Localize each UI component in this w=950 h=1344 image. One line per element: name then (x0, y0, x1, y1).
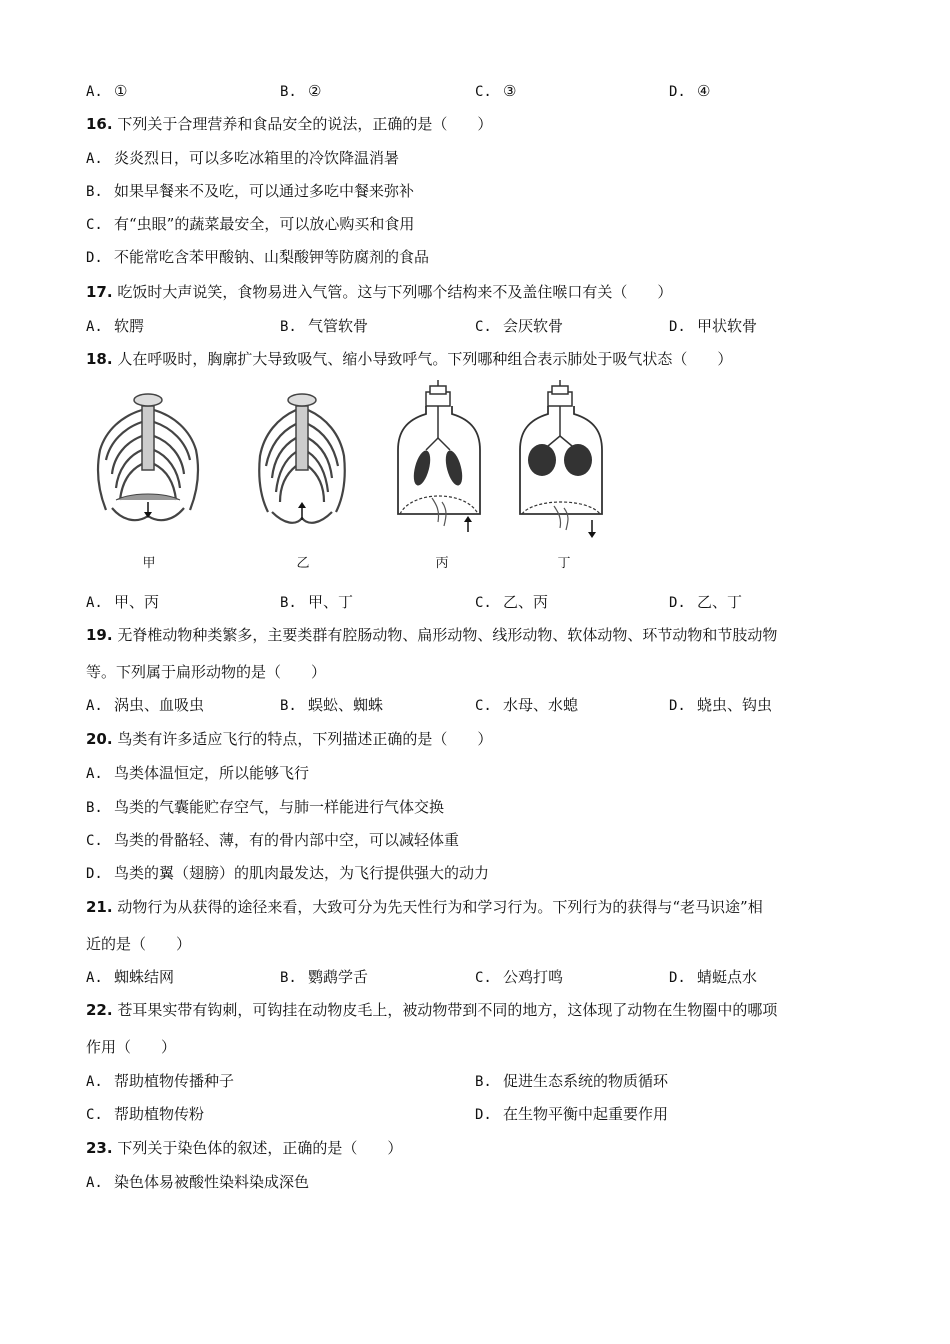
q21-stem: 21. 动物行为从获得的途径来看，大致可分为先天性行为和学习行为。下列行为的获得与“老马识途”相 (86, 898, 763, 916)
q21-option-b[interactable]: B. 鹦鹉学舌 (280, 968, 369, 986)
q19-options (86, 694, 886, 716)
figure-caption-ding: 丁 (557, 556, 571, 571)
figure-caption-jia: 甲 (142, 556, 156, 571)
figure-bell-jar-model-2 (514, 380, 614, 540)
q21-option-a[interactable]: A. 蜘蛛结网 (86, 968, 175, 986)
q22-option-c[interactable]: C. 帮助植物传粉 (86, 1105, 205, 1123)
q21-options (86, 966, 886, 988)
q19-option-a[interactable]: A. 涡虫、血吸虫 (86, 696, 205, 714)
q19-stem-continued: 等。下列属于扁形动物的是（ ） (86, 663, 327, 681)
q17-option-a[interactable]: A. 软腭 (86, 317, 145, 335)
q23-stem: 23. 下列关于染色体的叙述，正确的是（ ） (86, 1139, 403, 1157)
q20-option-b[interactable]: B. 鸟类的气囊能贮存空气，与肺一样能进行气体交换 (86, 798, 445, 816)
q16-option-a[interactable]: A. 炎炎烈日，可以多吃冰箱里的冷饮降温消暑 (86, 149, 400, 167)
ribcage-contracted-illustration (250, 380, 354, 530)
q22-stem-continued: 作用（ ） (86, 1038, 177, 1056)
q15-option-a[interactable]: A. ① (86, 82, 128, 100)
q17-options (86, 315, 886, 337)
figure-bell-jar-model-1 (392, 380, 492, 540)
q18-options (86, 591, 886, 613)
q23-option-a[interactable]: A. 染色体易被酸性染料染成深色 (86, 1173, 310, 1191)
q15-option-c[interactable]: C. ③ (475, 82, 517, 100)
ribcage-expanded-illustration (92, 380, 204, 530)
q19-option-d[interactable]: D. 蛲虫、钩虫 (669, 696, 773, 714)
q20-stem: 20. 鸟类有许多适应飞行的特点，下列描述正确的是（ ） (86, 730, 493, 748)
bell-jar-model-1-illustration (392, 380, 492, 540)
q19-stem: 19. 无脊椎动物种类繁多，主要类群有腔肠动物、扁形动物、线形动物、软体动物、环节动物和节肢动物 (86, 626, 778, 644)
q16-option-b[interactable]: B. 如果早餐来不及吃，可以通过多吃中餐来弥补 (86, 182, 415, 200)
q22-options-row-1 (86, 1070, 886, 1092)
q17-option-c[interactable]: C. 会厌软骨 (475, 317, 564, 335)
q21-stem-continued: 近的是（ ） (86, 935, 192, 953)
q20-option-a[interactable]: A. 鸟类体温恒定，所以能够飞行 (86, 764, 310, 782)
q20-option-d[interactable]: D. 鸟类的翼（翅膀）的肌肉最发达，为飞行提供强大的动力 (86, 864, 490, 882)
q20-option-c[interactable]: C. 鸟类的骨骼轻、薄，有的骨内部中空，可以减轻体重 (86, 831, 460, 849)
q22-option-d[interactable]: D. 在生物平衡中起重要作用 (475, 1105, 669, 1123)
q22-options-row-2 (86, 1103, 886, 1125)
bell-jar-model-2-illustration (514, 380, 614, 540)
q18-option-d[interactable]: D. 乙、丁 (669, 593, 743, 611)
q17-stem: 17. 吃饭时大声说笑，食物易进入气管。这与下列哪个结构来不及盖住喉口有关（ ） (86, 283, 673, 301)
q16-stem: 16. 下列关于合理营养和食品安全的说法，正确的是（ ） (86, 115, 493, 133)
q15-options (86, 80, 886, 102)
q21-option-d[interactable]: D. 蜻蜓点水 (669, 968, 758, 986)
q17-option-b[interactable]: B. 气管软骨 (280, 317, 369, 335)
q17-option-d[interactable]: D. 甲状软骨 (669, 317, 758, 335)
q18-option-b[interactable]: B. 甲、丁 (280, 593, 354, 611)
q22-option-b[interactable]: B. 促进生态系统的物质循环 (475, 1072, 669, 1090)
q16-option-d[interactable]: D. 不能常吃含苯甲酸钠、山梨酸钾等防腐剂的食品 (86, 248, 430, 266)
q15-option-b[interactable]: B. ② (280, 82, 322, 100)
q18-stem: 18. 人在呼吸时，胸廓扩大导致吸气、缩小导致呼气。下列哪种组合表示肺处于吸气状态（ ） (86, 350, 733, 368)
q18-option-c[interactable]: C. 乙、丙 (475, 593, 549, 611)
figure-caption-bing: 丙 (435, 556, 449, 571)
figure-ribcage-expanded (92, 380, 204, 530)
q19-option-c[interactable]: C. 水母、水螅 (475, 696, 579, 714)
q16-option-c[interactable]: C. 有“虫眼”的蔬菜最安全，可以放心购买和食用 (86, 215, 415, 233)
q19-option-b[interactable]: B. 蜈蚣、蜘蛛 (280, 696, 384, 714)
figure-caption-yi: 乙 (296, 556, 310, 571)
q21-option-c[interactable]: C. 公鸡打鸣 (475, 968, 564, 986)
q18-option-a[interactable]: A. 甲、丙 (86, 593, 160, 611)
q15-option-d[interactable]: D. ④ (669, 82, 711, 100)
q22-stem: 22. 苍耳果实带有钩刺，可钩挂在动物皮毛上，被动物带到不同的地方，这体现了动物在生物圈中的哪项 (86, 1001, 778, 1019)
figure-ribcage-contracted (250, 380, 354, 530)
q22-option-a[interactable]: A. 帮助植物传播种子 (86, 1072, 235, 1090)
